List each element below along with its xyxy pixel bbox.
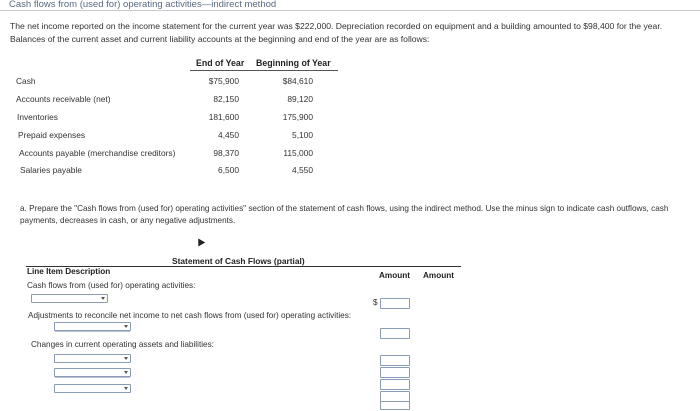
amount-input[interactable] [380,298,410,309]
col-end-of-year: End of Year [196,58,245,68]
amount-input[interactable] [380,328,410,339]
row-label: Inventories [17,112,58,122]
row-begin-value: 175,900 [282,112,313,122]
row-label: Prepaid expenses [18,130,86,140]
row-begin-value: 4,550 [292,165,313,175]
dollar-sign: $ [373,298,378,307]
statement-title: Statement of Cash Flows (partial) [172,256,305,266]
col-beginning-of-year: Beginning of Year [256,58,331,68]
table-header-rule [190,70,338,71]
problem-intro: The net income reported on the income statement for the current year was $222,000. Depreciation recorded on equipment and a building amounted to $98,400 for the year. Balances of the current asset and current liability accounts at the beginning and end of the year are as follows: [10,21,663,44]
adjustments-label: Adjustments to reconcile net income to net cash flows from (used for) operating activities: [28,311,352,320]
instruction-text: a. Prepare the "Cash flows from (used for) operating activities" section of the statement of cash flows, using the indirect method. Use the minus sign to indicate cash outflows, cash payments, decreases in cash, or any negative adjustments. [20,204,669,225]
amount-input[interactable] [380,355,410,366]
col-amount-1: Amount [379,271,410,280]
row-label: Salaries payable [20,165,82,175]
operating-activities-label: Cash flows from (used for) operating activities: [27,281,196,290]
amount-input[interactable] [380,379,410,390]
title-divider [0,10,700,11]
row-end-value: 6,500 [218,165,239,175]
changes-label: Changes in current operating assets and liabilities: [31,340,214,349]
row-end-value: $75,900 [208,76,239,86]
row-begin-value: 89,120 [287,94,313,104]
line-item-select[interactable] [54,322,131,331]
row-begin-value: 115,000 [283,148,313,158]
line-item-select[interactable] [54,354,131,363]
col-line-item-description: Line Item Description [27,267,111,276]
amount-input[interactable] [380,367,410,378]
col-amount-2: Amount [423,271,454,280]
row-label: Accounts payable (merchandise creditors) [19,148,176,158]
line-item-select[interactable] [31,294,108,303]
amount-input[interactable] [380,401,410,410]
line-item-select[interactable] [54,368,131,377]
row-end-value: 4,450 [218,130,239,140]
row-end-value: 82,150 [213,94,239,104]
row-end-value: 98,370 [213,148,239,158]
page-title: Cash flows from (used for) operating activities—indirect method [9,0,277,10]
row-end-value: 181,600 [208,112,239,122]
row-label: Cash [16,76,36,86]
row-label: Accounts receivable (net) [16,94,111,104]
line-item-select[interactable] [54,384,131,393]
mouse-cursor-icon [195,236,205,246]
row-begin-value: 5,100 [292,130,313,140]
row-begin-value: $84,610 [282,76,313,86]
